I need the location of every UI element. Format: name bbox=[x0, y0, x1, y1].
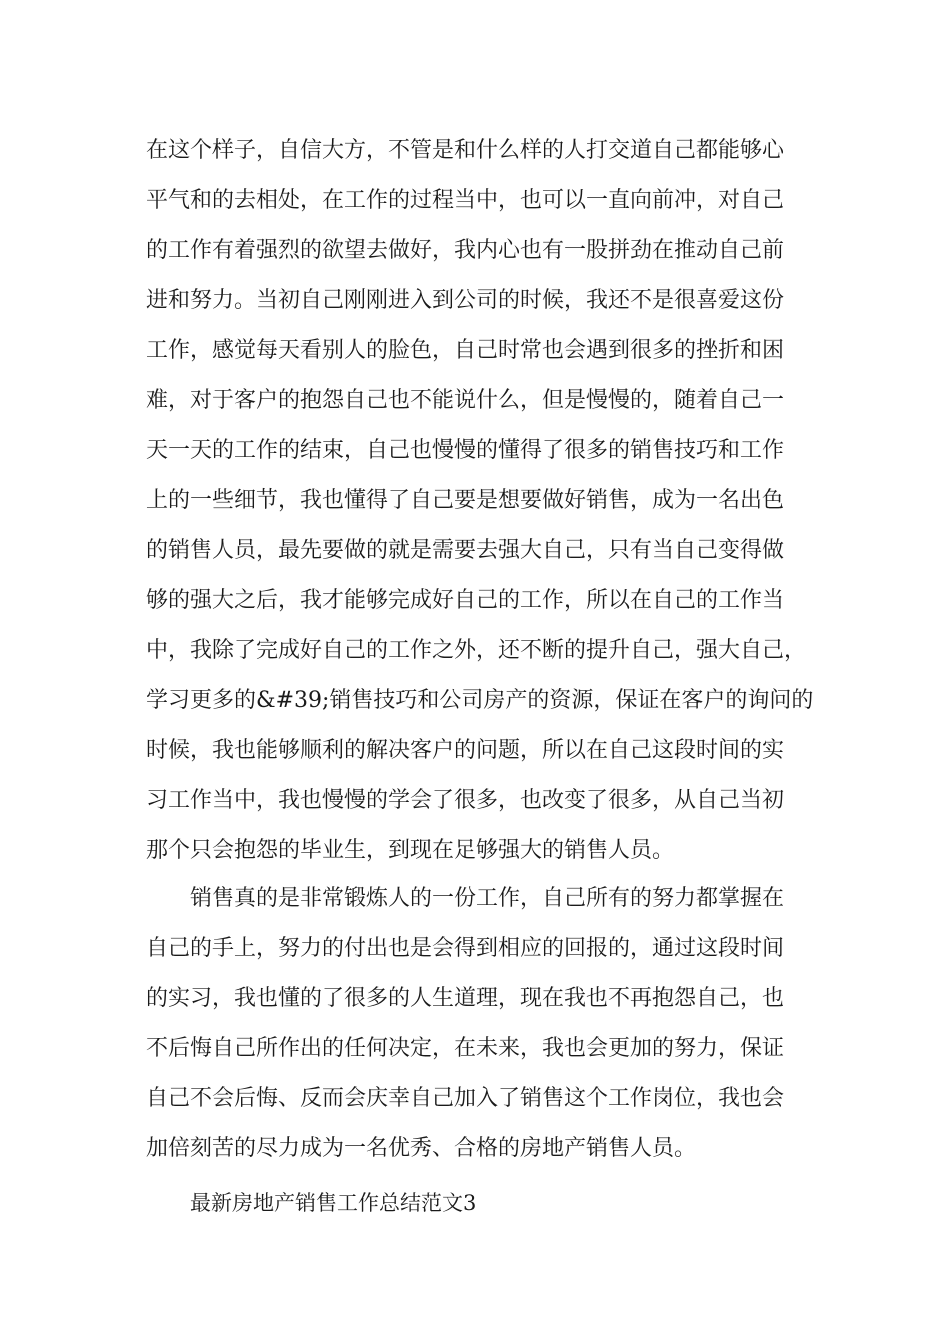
paragraph-line: 自己的手上，努力的付出也是会得到相应的回报的，通过这段时间 bbox=[146, 936, 785, 961]
paragraph-line: 那个只会抱怨的毕业生，到现在足够强大的销售人员。 bbox=[146, 838, 675, 863]
paragraph-line: 不后悔自己所作出的任何决定，在未来，我也会更加的努力，保证 bbox=[146, 1036, 785, 1061]
paragraph-line: 上的一些细节，我也懂得了自己要是想要做好销售，成为一名出色 bbox=[146, 488, 785, 513]
paragraph-line: 加倍刻苦的尽力成为一名优秀、合格的房地产销售人员。 bbox=[146, 1136, 697, 1161]
paragraph-line: 天一天的工作的结束，自己也慢慢的懂得了很多的销售技巧和工作 bbox=[146, 438, 785, 463]
paragraph-line: 自己不会后悔、反而会庆幸自己加入了销售这个工作岗位，我也会 bbox=[146, 1086, 785, 1111]
paragraph-line: 学习更多的&#39;销售技巧和公司房产的资源，保证在客户的询问的 bbox=[146, 688, 814, 713]
paragraph-line: 习工作当中，我也慢慢的学会了很多，也改变了很多，从自己当初 bbox=[146, 788, 785, 813]
paragraph-line: 的实习，我也懂的了很多的人生道理，现在我也不再抱怨自己，也 bbox=[146, 986, 785, 1011]
paragraph-line: 在这个样子，自信大方，不管是和什么样的人打交道自己都能够心 bbox=[146, 138, 785, 163]
paragraph-line: 的工作有着强烈的欲望去做好，我内心也有一股拼劲在推动自己前 bbox=[146, 238, 785, 263]
paragraph-line: 进和努力。当初自己刚刚进入到公司的时候，我还不是很喜爱这份 bbox=[146, 288, 785, 313]
paragraph-line: 中，我除了完成好自己的工作之外，还不断的提升自己，强大自己， bbox=[146, 638, 807, 663]
paragraph-line: 难，对于客户的抱怨自己也不能说什么，但是慢慢的，随着自己一 bbox=[146, 388, 785, 413]
section-heading: 最新房地产销售工作总结范文3 bbox=[190, 1191, 477, 1215]
paragraph-line: 够的强大之后，我才能够完成好自己的工作，所以在自己的工作当 bbox=[146, 588, 785, 613]
paragraph-line: 的销售人员，最先要做的就是需要去强大自己，只有当自己变得做 bbox=[146, 538, 785, 563]
paragraph-line: 平气和的去相处，在工作的过程当中，也可以一直向前冲，对自己 bbox=[146, 188, 785, 213]
paragraph-line: 时候，我也能够顺利的解决客户的问题，所以在自己这段时间的实 bbox=[146, 738, 785, 763]
paragraph-line: 销售真的是非常锻炼人的一份工作，自己所有的努力都掌握在 bbox=[190, 886, 785, 911]
paragraph-line: 工作，感觉每天看别人的脸色，自己时常也会遇到很多的挫折和困 bbox=[146, 338, 785, 363]
